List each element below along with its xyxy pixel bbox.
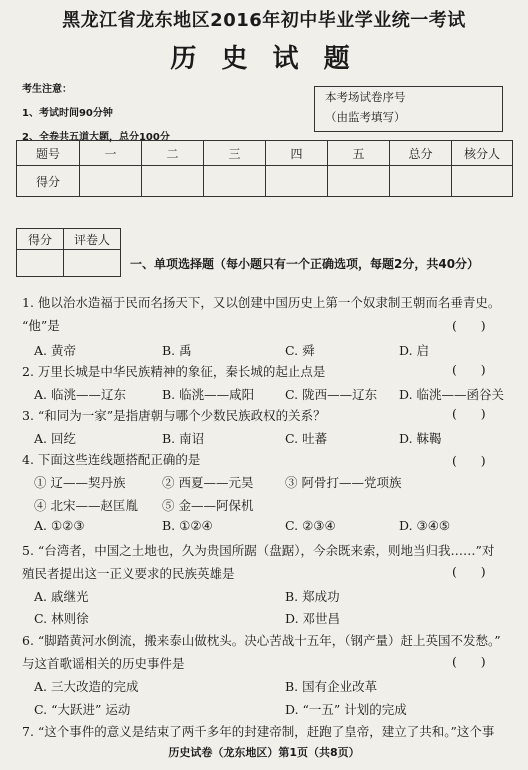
note-1: 1、考试时间90分钟: [22, 108, 113, 119]
option-a: A. 戚继光: [34, 589, 89, 604]
page-footer: 历史试卷（龙东地区）第1页（共8页）: [168, 746, 360, 759]
option-d: D. ③④⑤: [399, 518, 451, 533]
score-input-cell: [80, 166, 142, 197]
score-header-cell: 核分人: [452, 141, 513, 166]
question-6-text: 6. “脚踏黄河水倒流，搬来泰山做枕头。决心苦战十五年，（钢产量）赶上英国不发愁。”: [22, 633, 501, 648]
option-a: A. ①②③: [34, 518, 85, 533]
option-b: B. 国有企业改革: [285, 679, 378, 694]
score-header-cell: 四: [266, 141, 328, 166]
score-row-label: 得分: [17, 166, 80, 197]
note-2: 2、全卷共五道大题，总分100分: [22, 132, 170, 143]
match-item-3: ③ 阿骨打——党项族: [285, 475, 402, 490]
score-input-cell: [452, 166, 513, 197]
seat-box-line2: （由监考填写）: [325, 110, 406, 124]
grader-score-label: 得分: [17, 229, 64, 250]
option-d: D. 邓世昌: [285, 611, 341, 626]
option-d: D. 靺鞨: [399, 431, 442, 446]
score-header-cell: 总分: [390, 141, 452, 166]
answer-blank: ( ): [452, 362, 486, 377]
match-item-2: ② 西夏——元昊: [162, 475, 254, 490]
score-input-cell: [204, 166, 266, 197]
score-header-cell: 五: [328, 141, 390, 166]
grader-table: [16, 228, 121, 277]
score-input-cell: [142, 166, 204, 197]
question-2-text: 2. 万里长城是中华民族精神的象征，秦长城的起止点是: [22, 364, 326, 379]
notes-heading: 考生注意：: [22, 84, 72, 95]
answer-blank: ( ): [452, 453, 486, 468]
question-1-text-cont: “他”是: [22, 318, 60, 333]
seat-box-line1: 本考场试卷序号: [325, 90, 406, 104]
match-item-5: ⑤ 金——阿保机: [162, 498, 254, 513]
option-b: B. 郑成功: [285, 589, 340, 604]
option-c: C. ②③④: [285, 518, 336, 533]
grader-score-cell: [17, 250, 64, 277]
score-header-cell: 题号: [17, 141, 80, 166]
option-b: B. ①②④: [162, 518, 213, 533]
score-header-cell: 二: [142, 141, 204, 166]
option-d: D. 启: [399, 343, 430, 358]
seat-number-box: [314, 86, 503, 132]
score-header-cell: 一: [80, 141, 142, 166]
option-a: A. 黄帝: [34, 343, 76, 358]
score-table-header-row: [17, 141, 513, 166]
grader-name-label: 评卷人: [64, 229, 121, 250]
question-1-text: 1. 他以治水造福于民而名扬天下，又以创建中国历史上第一个奴隶制王朝而名垂青史。: [22, 295, 501, 310]
option-b: B. 临洮——咸阳: [162, 387, 255, 402]
question-5-text: 5. “台湾者，中国之土地也，久为贵国所踞（盘踞），今余既来索，则地当归我……”对: [22, 543, 495, 558]
match-item-4: ④ 北宋——赵匡胤: [34, 498, 138, 513]
answer-blank: ( ): [452, 318, 486, 333]
option-c: C. 吐蕃: [285, 431, 328, 446]
score-table-score-row: [17, 166, 513, 197]
option-d: D. 临洮——函谷关: [399, 387, 505, 402]
answer-blank: ( ): [452, 654, 486, 669]
match-item-1: ① 辽——契丹族: [34, 475, 126, 490]
answer-blank: ( ): [452, 406, 486, 421]
question-4-text: 4. 下面这些连线题搭配正确的是: [22, 452, 201, 467]
subject-title: 历 史 试 题: [170, 44, 358, 74]
question-6-text-cont: 与这首歌谣相关的历史事件是: [22, 656, 185, 671]
score-header-cell: 三: [204, 141, 266, 166]
option-b: B. 禹: [162, 343, 192, 358]
option-c: C. 林则徐: [34, 611, 89, 626]
exam-title: 黑龙江省龙东地区2016年初中毕业学业统一考试: [62, 10, 466, 31]
option-a: A. 三大改造的完成: [34, 679, 139, 694]
answer-blank: ( ): [452, 564, 486, 579]
grader-name-cell: [64, 250, 121, 277]
score-input-cell: [266, 166, 328, 197]
score-input-cell: [390, 166, 452, 197]
option-a: A. 临洮——辽东: [34, 387, 126, 402]
option-b: B. 南诏: [162, 431, 205, 446]
question-5-text-cont: 殖民者提出这一正义要求的民族英雄是: [22, 566, 235, 581]
score-table: [16, 140, 513, 197]
option-a: A. 回纥: [34, 431, 76, 446]
score-input-cell: [328, 166, 390, 197]
question-7-text: 7. “这个事件的意义是结束了两千多年的封建帝制，赶跑了皇帝，建立了共和。”这个事: [22, 724, 495, 739]
option-d: D. “一五” 计划的完成: [285, 702, 407, 717]
question-3-text: 3. “和同为一家”是指唐朝与哪个少数民族政权的关系？: [22, 408, 326, 423]
option-c: C. 舜: [285, 343, 315, 358]
section-1-heading: 一、单项选择题（每小题只有一个正确选项，每题2分，共40分）: [130, 257, 480, 271]
option-c: C. 陇西——辽东: [285, 387, 378, 402]
option-c: C. “大跃进” 运动: [34, 702, 131, 717]
